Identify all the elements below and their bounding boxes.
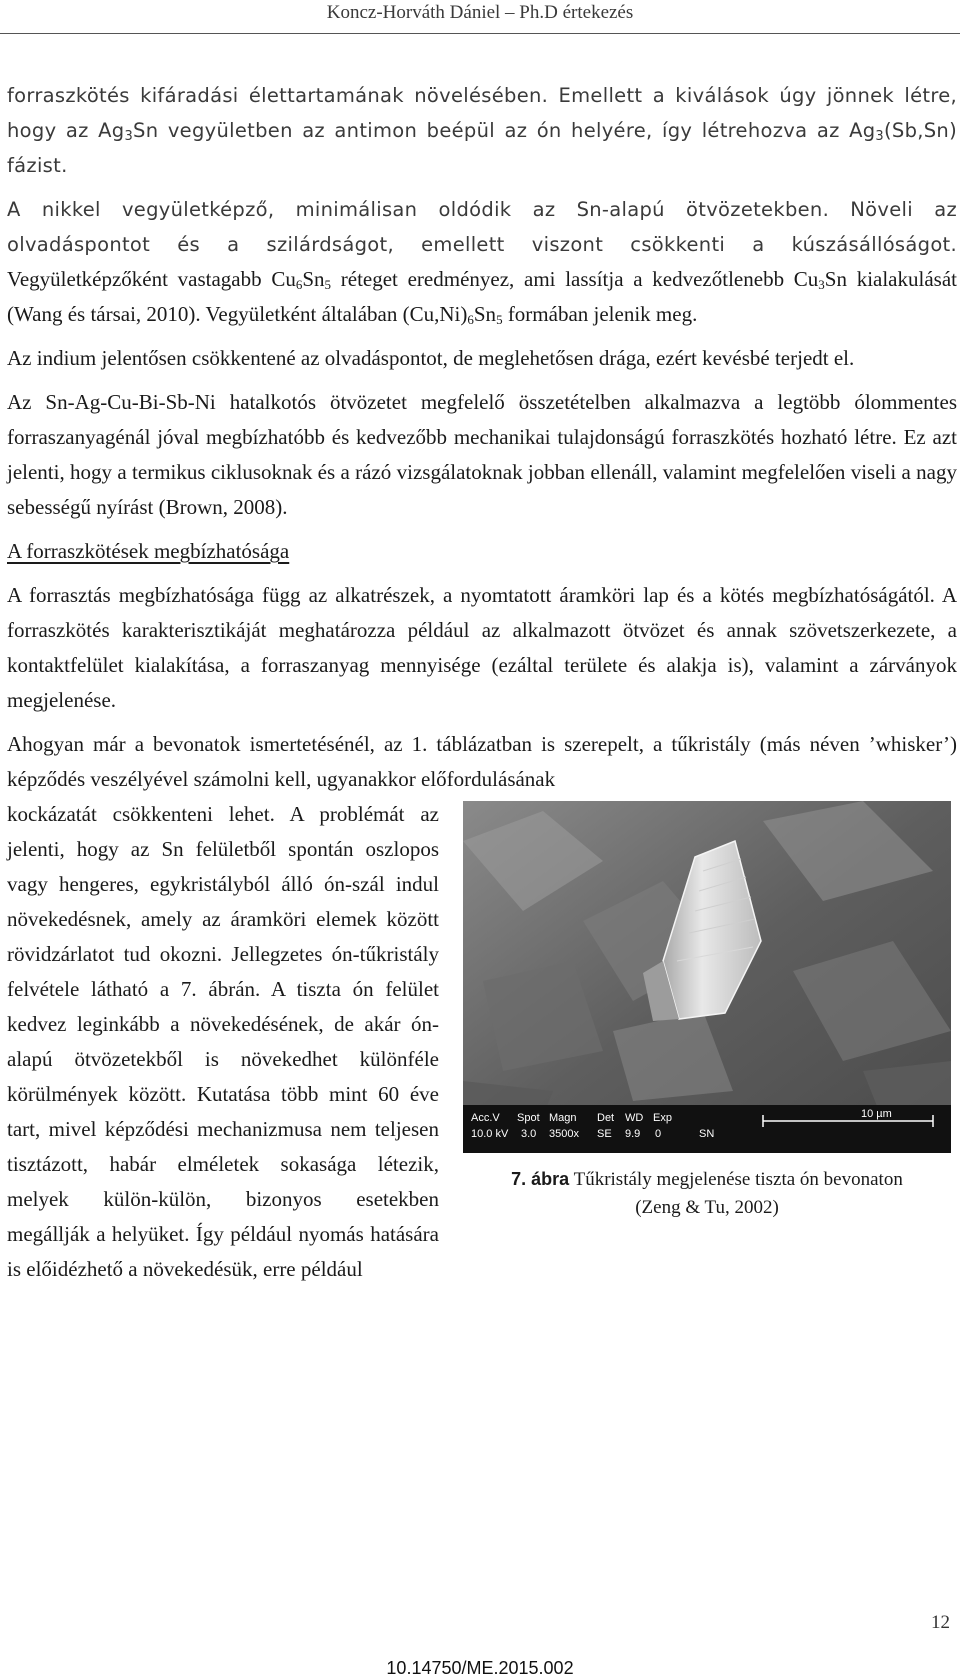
caption-line-1: Tűkristály megjelenése tiszta ón bevonaton — [569, 1169, 903, 1190]
sem-wd-value: 9.9 — [625, 1128, 641, 1140]
subscript: 3 — [124, 129, 134, 144]
text-run: Sn — [473, 302, 497, 326]
sem-sample: SN — [699, 1128, 715, 1140]
figure-label: 7. ábra — [511, 1169, 570, 1189]
subscript: 3 — [875, 129, 884, 144]
sem-micrograph — [463, 801, 951, 1153]
page-body — [7, 78, 957, 1296]
doi: 10.14750/ME.2015.002 — [386, 1658, 574, 1678]
running-title: Koncz-Horváth Dániel – Ph.D értekezés — [326, 2, 634, 23]
paragraph-whisker-intro: Ahogyan már a bevonatok ismertetésénél, az 1. táblázatban is szerepelt, a tűkristály (más néven ’whisker’) képződés veszélyével számolni kell, ugyanakkor előfordulásának — [7, 732, 957, 791]
subscript: 6 — [467, 312, 474, 327]
text-run: Sn — [302, 267, 325, 291]
sem-det-label: Det — [597, 1112, 615, 1124]
sem-magn-value: 3500x — [549, 1128, 579, 1140]
text-run: réteget eredményez, ami lassítja a kedvezőtlenebb Cu — [331, 267, 819, 291]
text-run: Sn vegyületben az antimon beépül az ón helyére, így létrehozva az Ag — [133, 119, 876, 142]
sem-exp-label: Exp — [653, 1112, 672, 1124]
sem-exp-value: 0 — [655, 1128, 662, 1140]
running-header — [0, 0, 960, 34]
sem-spot-value: 3.0 — [521, 1128, 537, 1140]
header-rule — [0, 33, 960, 34]
text-run: Vegyületképzőként vastagabb Cu — [7, 267, 296, 291]
sem-image — [463, 801, 951, 1153]
caption-line-2: (Zeng & Tu, 2002) — [635, 1197, 779, 1218]
sem-accv-label: Acc.V — [471, 1112, 500, 1124]
text-run-sans: A nikkel vegyületképző, minimálisan oldódik az Sn-alapú ötvözetekben. Növeli az olvadáspontot és a szilárdságot, emellett viszont csökkenti a kúszásállóságot. — [7, 198, 957, 256]
page-number: 12 — [931, 1612, 950, 1633]
subscript: 5 — [496, 312, 503, 327]
subscript: 3 — [818, 277, 825, 292]
paragraph-nickel — [7, 192, 957, 332]
sem-wd-label: WD — [625, 1112, 644, 1124]
sem-accv-value: 10.0 kV — [471, 1128, 509, 1140]
paragraph-antimony — [7, 78, 957, 183]
subscript: 6 — [295, 277, 303, 292]
paragraph-alloy: Az Sn-Ag-Cu-Bi-Sb-Ni hatalkotós ötvözetet megfelelő összetételben alkalmazva a legtöbb ólommentes forraszanyagénál jóval megbízhatóbb és kedvezőbb mechanikai tulajdonságú forraszkötés hozható létre. Ez azt jelenti, hogy a termikus ciklusoknak és a rázó vizsgálatoknak jobban ellenáll, valamint megfelelően viseli a nagy sebességű nyírást (Brown, 2008). — [7, 390, 957, 519]
text-run: forraszkötés kifáradási élettartamának növelésében. Emellett a kiválások úgy jönnek létre, hogy az Ag — [7, 84, 957, 142]
sem-spot-label: Spot — [517, 1112, 540, 1124]
paragraph-indium: Az indium jelentősen csökkentené az olvadáspontot, de meglehetősen drága, ezért kevésbé terjedt el. — [7, 346, 855, 370]
paragraph-reliability: A forrasztás megbízhatósága függ az alkatrészek, a nyomtatott áramköri lap és a kötés megbízhatóságától. A forraszkötés karakterisztikáját meghatározza például az alkalmazott ötvözet és annak szövetszerkezete, a kontaktfelület kialakítása, a forraszanyag mennyisége (ezáltal területe és alakja is), valamint a zárványok megjelenése. — [7, 583, 957, 712]
paragraph-whisker-body: kockázatát csökkenteni lehet. A problémát az jelenti, hogy az Sn felületből spontán oszlopos vagy hengeres, egykristályból álló ón-szál indul növekedésnek, amely az áramköri elemek között rövidzárlatot tud okozni. Jellegzetes ón-tűkristály felvétele látható a 7. ábrán. A tiszta ón felület kedvez leginkább a növekedésének, de akár ón-alapú ötvözetekből is növekedhet különféle körülmények között. Kutatása több mint 60 éve tart, mivel képződési mechanizmusa nem teljesen tisztázott, habár elméletek sokasága létezik, melyek külön-külön, bizonyos esetekben megállják a helyüket. Így például nyomás hatására is előidézhető a növekedésük, erre például — [7, 802, 439, 1281]
section-title: A forraszkötések megbízhatósága — [7, 539, 290, 563]
figure-caption — [457, 1165, 957, 1222]
sem-magn-label: Magn — [549, 1112, 577, 1124]
text-run: formában jelenik meg. — [502, 302, 698, 326]
figure-7 — [457, 801, 957, 1222]
subscript: 5 — [324, 277, 332, 292]
text-run: (Sb,Sn) fázist. — [7, 119, 957, 177]
sem-det-value: SE — [597, 1128, 612, 1140]
text-run: Sn kialakulását (Wang és társai, 2010). Vegyületként általában (Cu,Ni) — [7, 267, 957, 326]
sem-scale-label: 10 µm — [861, 1108, 892, 1120]
